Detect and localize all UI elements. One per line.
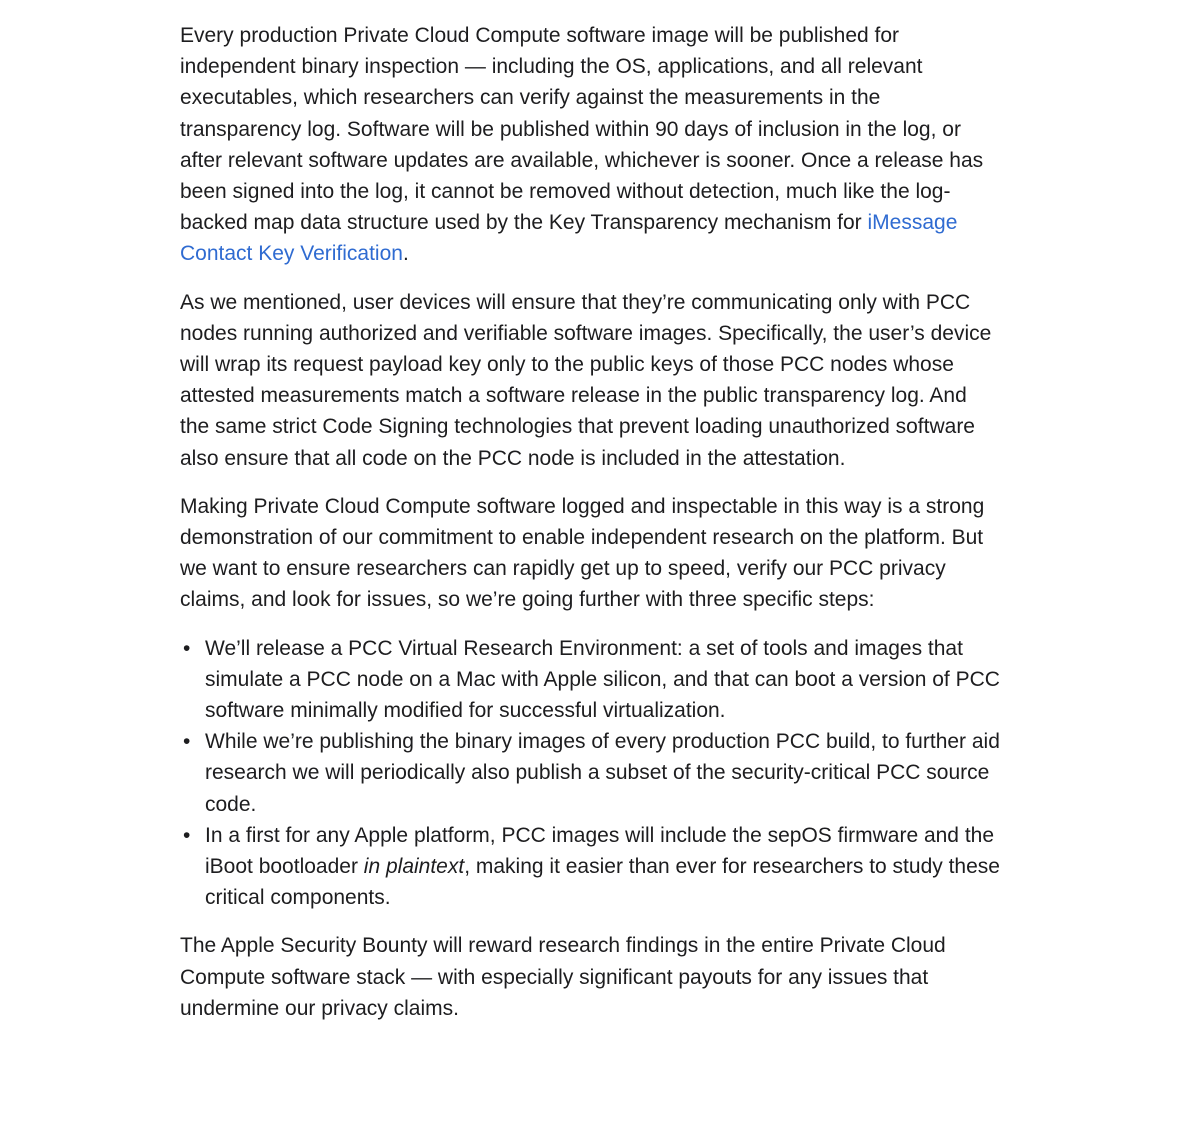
bullet-icon: • — [183, 823, 191, 847]
bullet-icon: • — [183, 636, 191, 660]
list-item — [183, 726, 1000, 820]
paragraph-user-devices: As we mentioned, user devices will ensure that they’re communicating only with PCC nodes running authorized and verifiable software images. Specifically, the user’s device will wrap its request payload key only to the public keys of those PCC nodes whose attested measurements match a software release in the public transparency log. And the same strict Code Signing technologies that prevent loading unauthorized software also ensure that all code on the PCC node is included in the attestation. — [180, 290, 992, 470]
paragraph-text: Every production Private Cloud Compute software image will be published for independent binary inspection — including the OS, applications, and all relevant executables, which researchers can verify against the measurements in the transparency log. Software will be published within 90 days of inclusion in the log, or after relevant software updates are available, whichever is sooner. Once a release has been signed into the log, it cannot be removed without detection, much like the log-backed map data structure used by the Key Transparency mechanism for — [180, 24, 984, 235]
bullet-icon: • — [183, 730, 191, 754]
imessage-contact-key-verification-link[interactable]: iMessage Contact Key Verification — [180, 211, 958, 266]
steps-list — [180, 633, 1000, 914]
list-item-text: While we’re publishing the binary images of every production PCC build, to further aid research we will periodically also publish a subset of the security-critical PCC source code. — [205, 730, 1000, 816]
list-item-text-pre: In a first for any Apple platform, PCC images will include the sepOS firmware and the iBoot bootloader — [205, 823, 995, 879]
paragraph-inspectable: Making Private Cloud Compute software logged and inspectable in this way is a strong demonstration of our commitment to enable independent research on the platform. But we want to ensure researchers can rapidly get up to speed, verify our PCC privacy claims, and look for issues, so we’re going further with three specific steps: — [180, 494, 985, 612]
list-item — [183, 820, 1000, 914]
paragraph-binary-inspection — [180, 20, 1000, 270]
paragraph-end: . — [402, 242, 409, 266]
list-item-emphasis: in plaintext — [363, 855, 465, 879]
list-item — [183, 633, 1000, 727]
paragraph-security-bounty: The Apple Security Bounty will reward research findings in the entire Private Cloud Compute software stack — with especially significant payouts for any issues that undermine our privacy claims. — [180, 934, 946, 1020]
article-body — [180, 20, 1000, 1041]
list-item-text: We’ll release a PCC Virtual Research Environment: a set of tools and images that simulate a PCC node on a Mac with Apple silicon, and that can boot a version of PCC software minimally modified for successful virtualization. — [205, 636, 1000, 723]
list-item-text-post: , making it easier than ever for researchers to study these critical components. — [205, 855, 1000, 910]
